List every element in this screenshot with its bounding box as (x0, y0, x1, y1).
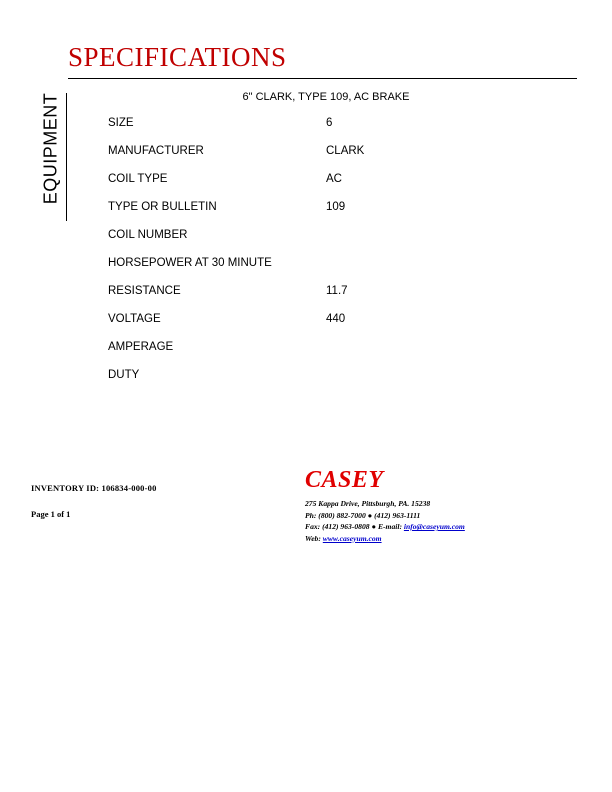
company-web-line (305, 533, 465, 545)
spec-value: 440 (326, 313, 346, 325)
spec-row (108, 145, 538, 173)
document-subtitle: 6" CLARK, TYPE 109, AC BRAKE (242, 91, 410, 103)
company-fax-email-line (305, 521, 465, 533)
company-phone-secondary: (412) 963-1111 (374, 510, 421, 520)
spec-label: AMPERAGE (108, 341, 174, 353)
company-web-label: Web: (305, 533, 323, 543)
spec-row (108, 341, 538, 369)
company-email-link[interactable]: info@caseyum.com (403, 522, 465, 531)
equipment-side-label-text: EQUIPMENT (40, 92, 61, 205)
page-title: SPECIFICATIONS (68, 42, 287, 72)
specifications-list (108, 117, 538, 397)
page-number: Page 1 of 1 (31, 509, 71, 519)
spec-label: MANUFACTURER (108, 145, 204, 157)
spec-value: 109 (326, 201, 346, 213)
company-contact-block (305, 498, 465, 544)
bullet-separator-icon: ● (365, 510, 375, 520)
spec-row (108, 369, 538, 397)
spec-value: 11.7 (326, 285, 348, 297)
spec-row (108, 229, 538, 257)
spec-label: HORSEPOWER AT 30 MINUTE (108, 257, 272, 269)
company-address: 275 Kappa Drive, Pittsburgh, PA. 15238 (305, 499, 431, 508)
company-web-link[interactable]: www.caseyum.com (322, 533, 382, 543)
spec-row (108, 201, 538, 229)
title-divider (68, 78, 577, 79)
spec-row (108, 173, 538, 201)
spec-label: COIL NUMBER (108, 229, 188, 241)
spec-row (108, 285, 538, 313)
equipment-side-label (28, 92, 68, 226)
spec-value: 6 (326, 117, 333, 129)
spec-label: VOLTAGE (108, 313, 161, 325)
spec-label: SIZE (108, 117, 134, 129)
inventory-id: INVENTORY ID: 106834-000-00 (31, 483, 157, 493)
spec-value: CLARK (326, 145, 365, 157)
bullet-separator-icon: ● (369, 522, 378, 531)
spec-row (108, 117, 538, 145)
spec-label: COIL TYPE (108, 173, 168, 185)
company-phone-primary: Ph: (800) 882-7000 (305, 510, 366, 520)
company-phone-line (305, 510, 465, 522)
spec-value: AC (326, 173, 342, 185)
spec-label: TYPE OR BULLETIN (108, 201, 217, 213)
company-email-label: E-mail: (377, 522, 404, 531)
spec-row (108, 257, 538, 285)
company-logo-text: CASEY (305, 467, 384, 493)
spec-row (108, 313, 538, 341)
company-fax: Fax: (412) 963-0808 (305, 522, 370, 531)
side-label-divider (66, 93, 67, 221)
spec-label: DUTY (108, 369, 140, 381)
spec-label: RESISTANCE (108, 285, 181, 297)
